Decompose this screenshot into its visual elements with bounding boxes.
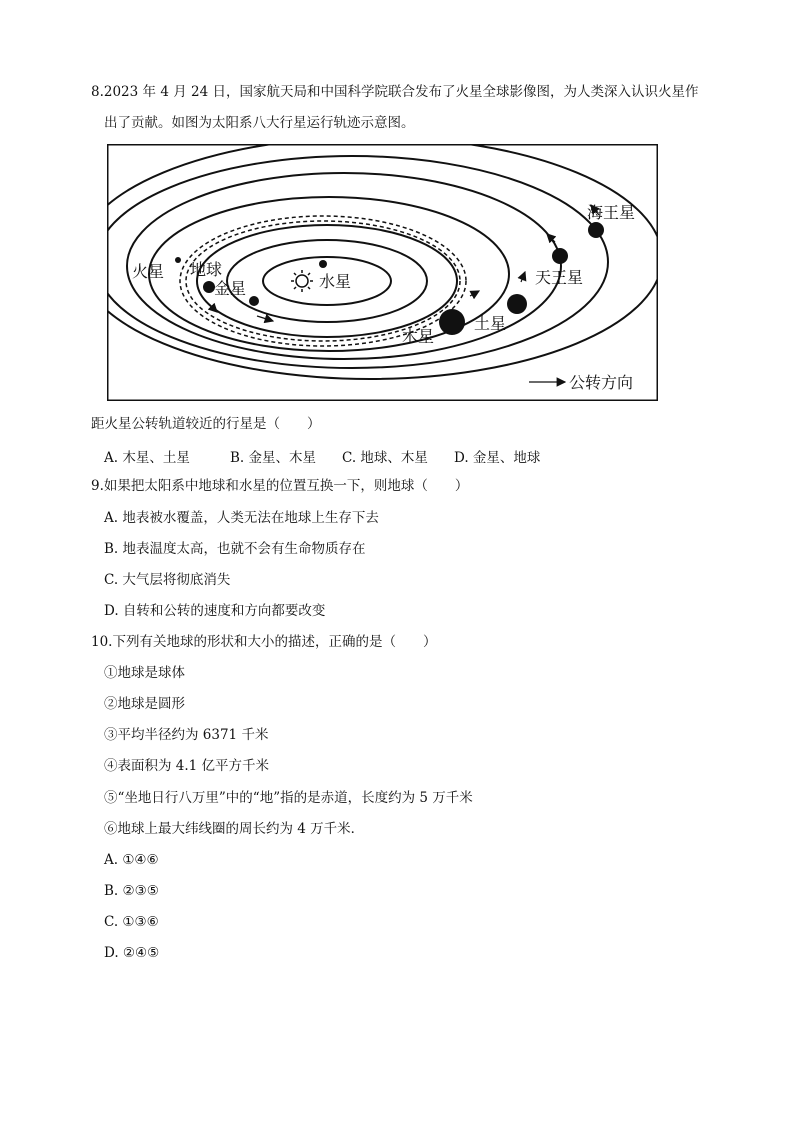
planet-saturn	[507, 294, 527, 314]
label-saturn: 土星	[474, 314, 507, 333]
q8-sub-question: 距火星公转轨道较近的行星是（ ）	[91, 416, 321, 432]
q10-statement-5: ⑤“坐地日行八万里”中的“地”指的是赤道，长度约为 5 万千米	[104, 790, 473, 806]
q10-option-c[interactable]: C. ①③⑥	[104, 914, 159, 930]
q8-stem-line2: 出了贡献。如图为太阳系八大行星运行轨迹示意图。	[104, 115, 415, 131]
q8-option-d[interactable]: D. 金星、地球	[454, 450, 541, 466]
planet-jupiter	[439, 309, 465, 335]
legend-label: 公转方向	[569, 373, 634, 392]
q8-stem-line1: 8.2023 年 4 月 24 日，国家航天局和中国科学院联合发布了火星全球影像图，为人类深入认识火星作	[91, 84, 699, 100]
q8-option-b[interactable]: B. 金星、木星	[230, 450, 317, 466]
label-earth: 地球	[190, 260, 223, 279]
q9-option-d[interactable]: D. 自转和公转的速度和方向都要改变	[104, 603, 326, 619]
q9-option-b[interactable]: B. 地表温度太高，也就不会有生命物质存在	[104, 541, 366, 557]
label-venus: 金星	[214, 279, 247, 298]
q10-option-a[interactable]: A. ①④⑥	[104, 852, 159, 868]
q10-statement-6: ⑥地球上最大纬线圈的周长约为 4 万千米．	[104, 821, 365, 837]
label-mars: 火星	[132, 262, 165, 281]
q10-option-d[interactable]: D. ②④⑤	[104, 945, 160, 961]
q9-stem: 9.如果把太阳系中地球和水星的位置互换一下，则地球（ ）	[91, 478, 469, 494]
q10-statement-4: ④表面积为 4.1 亿平方千米	[104, 758, 270, 774]
planet-uranus	[552, 248, 568, 264]
label-uranus: 天王星	[535, 268, 584, 287]
q10-statement-2: ②地球是圆形	[104, 696, 185, 712]
label-mercury: 水星	[319, 272, 352, 291]
q10-stem: 10.下列有关地球的形状和大小的描述，正确的是（ ）	[91, 634, 437, 650]
q9-option-a[interactable]: A. 地表被水覆盖，人类无法在地球上生存下去	[104, 510, 379, 526]
solar-system-diagram	[107, 144, 658, 401]
label-jupiter: 木星	[402, 327, 435, 346]
planet-neptune	[588, 222, 604, 238]
planet-mars	[175, 257, 181, 263]
q8-option-c[interactable]: C. 地球、木星	[342, 450, 428, 466]
q10-statement-3: ③平均半径约为 6371 千米	[104, 727, 269, 743]
planet-venus	[249, 296, 259, 306]
q8-option-a[interactable]: A. 木星、土星	[104, 450, 190, 466]
q10-option-b[interactable]: B. ②③⑤	[104, 883, 159, 899]
q9-option-c[interactable]: C. 大气层将彻底消失	[104, 572, 231, 588]
planet-mercury	[319, 260, 327, 268]
q10-statement-1: ①地球是球体	[104, 665, 185, 681]
label-neptune: 海王星	[587, 203, 636, 222]
